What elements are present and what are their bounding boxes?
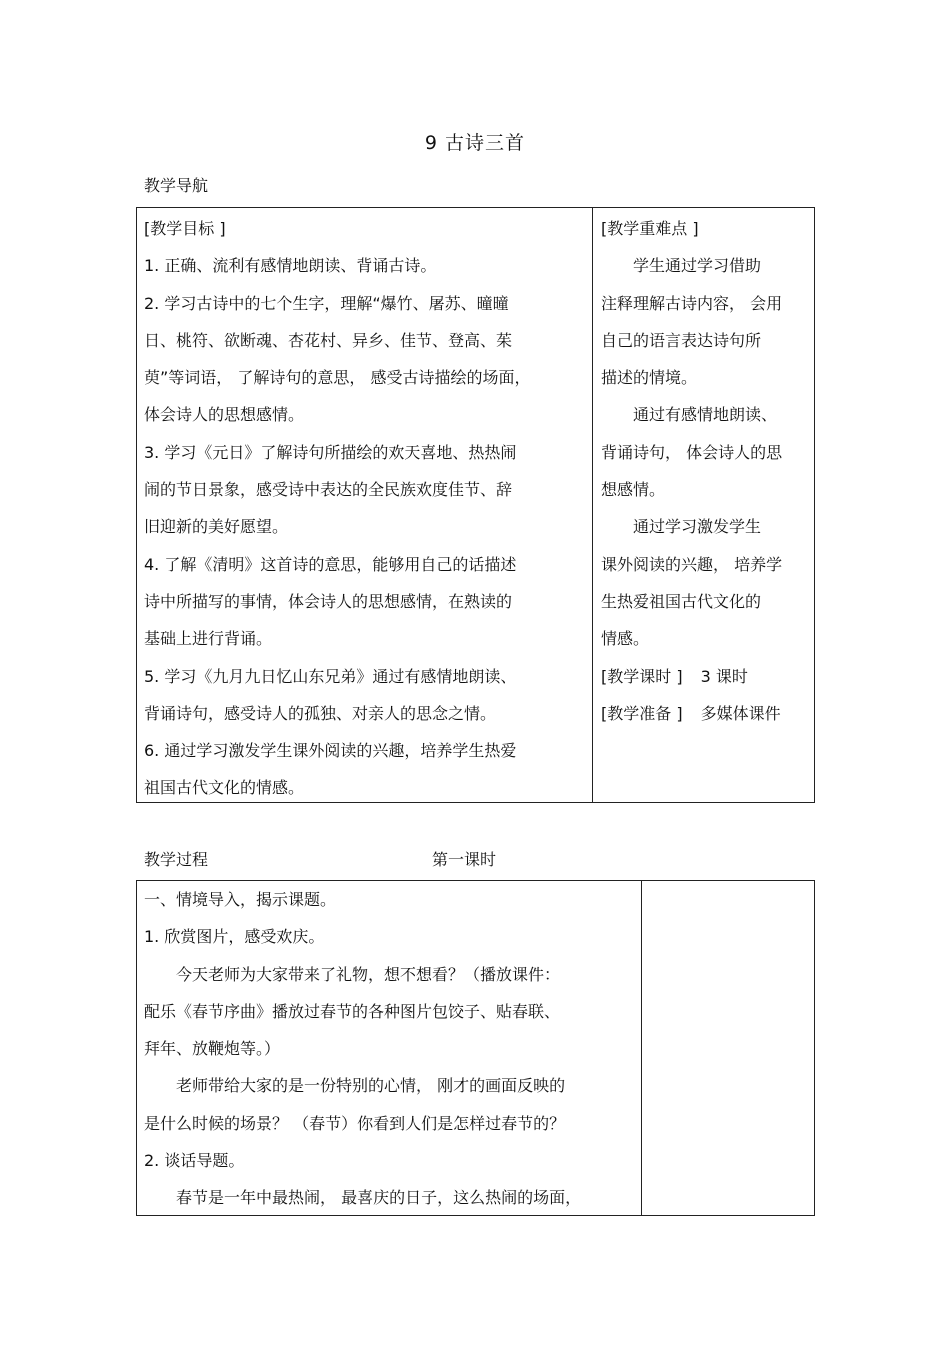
objective-line: 6. 通过学习激发学生课外阅读的兴趣，培养学生热爱: [144, 741, 517, 761]
key-point-line: 通过学习激发学生: [633, 517, 762, 537]
key-point-line: 通过有感情地朗读、: [633, 405, 778, 425]
teaching-hours: [601, 658, 813, 695]
objective-line: 闹的节日景象，感受诗中表达的全民族欢度佳节、辞: [144, 480, 513, 500]
key-point-line: 想感情。: [601, 480, 666, 500]
nav-table: [136, 207, 815, 803]
objectives-heading: [教学目标 ]: [144, 219, 226, 238]
key-points-heading: [教学重难点 ]: [601, 219, 699, 238]
process-table-divider: [641, 881, 642, 1215]
objective-line: 体会诗人的思想感情。: [144, 405, 305, 425]
process-line: 1. 欣赏图片，感受欢庆。: [144, 927, 325, 947]
nav-heading: 教学导航: [144, 176, 209, 195]
nav-table-divider: [592, 208, 593, 802]
objective-line: 背诵诗句，感受诗人的孤独、对亲人的思念之情。: [144, 703, 497, 723]
objective-line: 日、桃符、欲断魂、杏花村、异乡、佳节、登高、茱: [144, 330, 513, 350]
objective-line: 2. 学习古诗中的七个生字，理解“爆竹、屠苏、曈曈: [144, 293, 509, 313]
objective-line: 诗中所描写的事情，体会诗人的思想感情，在熟读的: [144, 591, 513, 611]
process-line: 春节是一年中最热闹， 最喜庆的日子，这么热闹的场面，: [176, 1188, 582, 1208]
process-line: 今天老师为大家带来了礼物，想不想看？（播放课件：: [176, 964, 561, 984]
objective-line: 祖国古代文化的情感。: [144, 778, 305, 798]
teaching-prep: [601, 695, 813, 732]
objective-line: 4. 了解《清明》这首诗的意思，能够用自己的话描述: [144, 554, 517, 574]
objective-line: 5. 学习《九月九日忆山东兄弟》通过有感情地朗读、: [144, 666, 517, 686]
process-line: 是什么时候的场景？ （春节）你看到人们是怎样过春节的？: [144, 1113, 566, 1133]
objective-line: 1. 正确、流利有感情地朗读、背诵古诗。: [144, 256, 437, 276]
page-title: 9 古诗三首: [424, 132, 526, 154]
key-point-line: 课外阅读的兴趣， 培养学: [601, 554, 783, 574]
key-point-line: 注释理解古诗内容， 会用: [601, 293, 783, 313]
process-table: [136, 880, 815, 1216]
objective-line: 基础上进行背诵。: [144, 629, 273, 649]
session-label: 第一课时: [432, 850, 497, 869]
process-column: [144, 881, 639, 1217]
key-point-line: 学生通过学习借助: [633, 256, 762, 276]
process-heading: 教学过程: [144, 850, 209, 869]
teaching-hours-value: 3 课时: [700, 666, 748, 686]
key-point-line: 生热爱祖国古代文化的: [601, 591, 762, 611]
objective-line: 萸”等词语， 了解诗句的意思， 感受古诗描绘的场面，: [144, 368, 531, 388]
teaching-prep-value: 多媒体课件: [700, 703, 781, 723]
teaching-prep-label: [教学准备 ]: [601, 703, 683, 723]
process-line: 老师带给大家的是一份特别的心情， 刚才的画面反映的: [176, 1076, 566, 1096]
process-line: 拜年、放鞭炮等。）: [144, 1039, 281, 1059]
objective-line: 旧迎新的美好愿望。: [144, 517, 289, 537]
key-point-line: 情感。: [601, 629, 650, 649]
key-point-line: 自己的语言表达诗句所: [601, 330, 762, 350]
objective-line: 3. 学习《元日》了解诗句所描绘的欢天喜地、热热闹: [144, 442, 517, 462]
objectives-column: [144, 208, 584, 807]
key-points-column: [601, 208, 813, 732]
teaching-hours-label: [教学课时 ]: [601, 666, 683, 686]
process-line: 配乐《春节序曲》播放过春节的各种图片包饺子、贴春联、: [144, 1001, 561, 1021]
key-point-line: 描述的情境。: [601, 368, 698, 388]
key-point-line: 背诵诗句， 体会诗人的思: [601, 442, 783, 462]
process-line: 一、情境导入，揭示课题。: [144, 890, 337, 909]
process-line: 2. 谈话导题。: [144, 1151, 245, 1171]
